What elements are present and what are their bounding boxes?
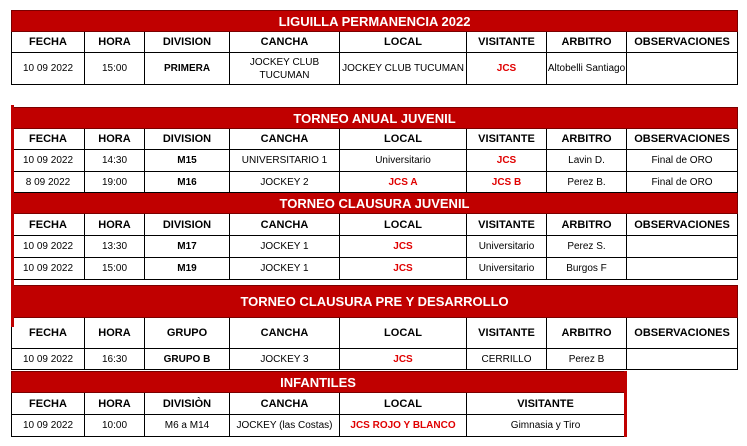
cell-division: PRIMERA	[145, 53, 230, 85]
liguilla-title: LIGUILLA PERMANENCIA 2022	[12, 11, 738, 32]
table-row	[12, 150, 738, 172]
col-hora: HORA	[85, 32, 145, 53]
cell-fecha: 10 09 2022	[12, 150, 85, 172]
clausura-title: TORNEO CLAUSURA JUVENIL	[12, 193, 738, 214]
col-observaciones: OBSERVACIONES	[627, 318, 738, 349]
cell-visitante: JCS	[467, 150, 547, 172]
pre-title: TORNEO CLAUSURA PRE Y DESARROLLO	[12, 286, 738, 318]
col-fecha: FECHA	[12, 318, 85, 349]
col-arbitro: ARBITRO	[547, 32, 627, 53]
cell-division: M19	[145, 258, 230, 280]
col-local: LOCAL	[340, 318, 467, 349]
col-cancha: CANCHA	[230, 214, 340, 236]
cell-division: M16	[145, 172, 230, 193]
cell-visitante: Universitario	[467, 236, 547, 258]
cell-cancha: JOCKEY 1	[230, 236, 340, 258]
cell-division: M15	[145, 150, 230, 172]
infantiles-title: INFANTILES	[12, 372, 625, 393]
cell-local: Universitario	[340, 150, 467, 172]
col-cancha: CANCHA	[230, 393, 340, 415]
cell-arbitro: Perez B.	[547, 172, 627, 193]
col-observaciones: OBSERVACIONES	[627, 32, 738, 53]
col-hora: HORA	[85, 318, 145, 349]
cell-local: JCS	[340, 236, 467, 258]
cell-local: JCS	[340, 258, 467, 280]
col-local: LOCAL	[340, 214, 467, 236]
anual-title: TORNEO ANUAL JUVENIL	[12, 108, 738, 129]
col-fecha: FECHA	[12, 393, 85, 415]
col-local: LOCAL	[340, 393, 467, 415]
cell-fecha: 10 09 2022	[12, 258, 85, 280]
cell-cancha: JOCKEY 3	[230, 349, 340, 370]
cell-local: JOCKEY CLUB TUCUMAN	[340, 53, 467, 85]
cell-hora: 13:30	[85, 236, 145, 258]
cell-cancha: JOCKEY CLUB TUCUMAN	[230, 53, 340, 85]
cell-arbitro: Perez B	[547, 349, 627, 370]
cell-obs: Final de ORO	[627, 150, 738, 172]
col-division: DIVISION	[145, 214, 230, 236]
table-row	[12, 172, 738, 193]
cell-visitante: JCS	[467, 53, 547, 85]
col-arbitro: ARBITRO	[547, 214, 627, 236]
col-visitante: VISITANTE	[467, 129, 547, 150]
cell-hora: 10:00	[85, 415, 145, 437]
cell-division: M6 a M14	[145, 415, 230, 437]
cell-fecha: 10 09 2022	[12, 236, 85, 258]
col-hora: HORA	[85, 129, 145, 150]
table-row	[12, 415, 625, 437]
cell-grupo: GRUPO B	[145, 349, 230, 370]
cell-visitante: CERRILLO	[467, 349, 547, 370]
cell-hora: 16:30	[85, 349, 145, 370]
col-arbitro: ARBITRO	[547, 318, 627, 349]
col-observaciones: OBSERVACIONES	[627, 214, 738, 236]
cell-hora: 19:00	[85, 172, 145, 193]
red-side-bar	[624, 371, 627, 437]
cell-hora: 15:00	[85, 258, 145, 280]
cell-obs	[627, 53, 738, 85]
col-hora: HORA	[85, 393, 145, 415]
cell-local: JCS	[340, 349, 467, 370]
cell-fecha: 10 09 2022	[12, 415, 85, 437]
cell-arbitro: Perez S.	[547, 236, 627, 258]
red-side-bar	[11, 105, 14, 327]
cell-obs	[627, 236, 738, 258]
col-fecha: FECHA	[12, 129, 85, 150]
col-cancha: CANCHA	[230, 129, 340, 150]
col-division: DIVISIÒN	[145, 393, 230, 415]
cell-hora: 15:00	[85, 53, 145, 85]
col-grupo: GRUPO	[145, 318, 230, 349]
pre-desarrollo-table	[11, 285, 738, 370]
col-local: LOCAL	[340, 32, 467, 53]
col-hora: HORA	[85, 214, 145, 236]
cell-hora: 14:30	[85, 150, 145, 172]
table-row	[12, 236, 738, 258]
table-row	[12, 258, 738, 280]
col-arbitro: ARBITRO	[547, 129, 627, 150]
col-local: LOCAL	[340, 129, 467, 150]
table-row	[12, 53, 738, 85]
col-visitante: VISITANTE	[467, 32, 547, 53]
col-division: DIVISION	[145, 32, 230, 53]
cell-local: JCS ROJO Y BLANCO	[340, 415, 467, 437]
col-visitante: VISITANTE	[467, 214, 547, 236]
cell-arbitro: Lavin D.	[547, 150, 627, 172]
col-cancha: CANCHA	[230, 32, 340, 53]
cell-obs	[627, 258, 738, 280]
cell-visitante: JCS B	[467, 172, 547, 193]
cell-cancha: JOCKEY 2	[230, 172, 340, 193]
cell-cancha: JOCKEY 1	[230, 258, 340, 280]
infantiles-table	[11, 371, 625, 437]
col-cancha: CANCHA	[230, 318, 340, 349]
cell-cancha: UNIVERSITARIO 1	[230, 150, 340, 172]
col-visitante: VISITANTE	[467, 393, 625, 415]
cell-fecha: 10 09 2022	[12, 349, 85, 370]
table-row	[12, 349, 738, 370]
cell-visitante: Gimnasia y Tiro	[467, 415, 625, 437]
cell-obs: Final de ORO	[627, 172, 738, 193]
juvenil-table	[11, 107, 738, 280]
cell-division: M17	[145, 236, 230, 258]
cell-cancha: JOCKEY (las Costas)	[230, 415, 340, 437]
col-fecha: FECHA	[12, 214, 85, 236]
cell-arbitro: Altobelli Santiago	[547, 53, 627, 85]
col-division: DIVISION	[145, 129, 230, 150]
cell-arbitro: Burgos F	[547, 258, 627, 280]
cell-visitante: Universitario	[467, 258, 547, 280]
cell-fecha: 10 09 2022	[12, 53, 85, 85]
col-fecha: FECHA	[12, 32, 85, 53]
liguilla-table	[11, 10, 738, 85]
col-visitante: VISITANTE	[467, 318, 547, 349]
cell-fecha: 8 09 2022	[12, 172, 85, 193]
col-observaciones: OBSERVACIONES	[627, 129, 738, 150]
cell-local: JCS A	[340, 172, 467, 193]
cell-obs	[627, 349, 738, 370]
